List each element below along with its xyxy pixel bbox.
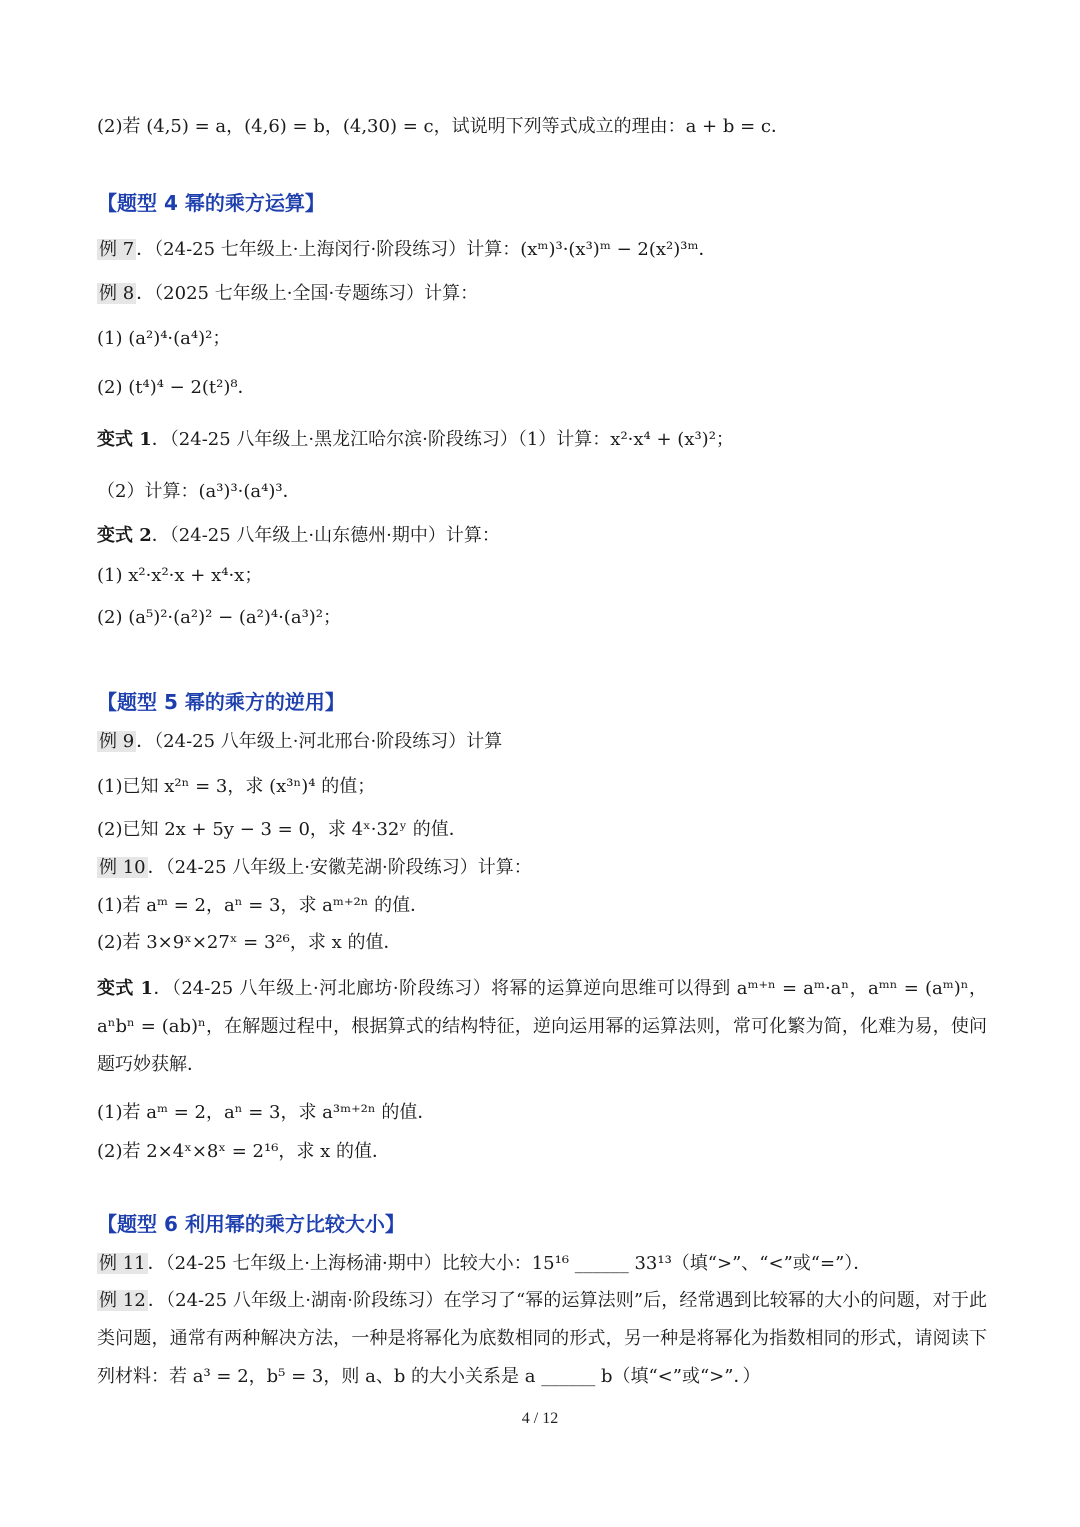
- example-tag: 例 9: [99, 731, 135, 752]
- variant-1-b-part-1: (1)若 aᵐ = 2，aⁿ = 3，求 a³ᵐ⁺²ⁿ 的值．: [97, 1102, 436, 1123]
- example-text: ．（24-25 七年级上·上海杨浦·期中）比较大小：15¹⁶ ______ 33¹³（填“>”、“<”或“=”）．: [147, 1253, 872, 1274]
- example-tag: 例 7: [99, 239, 135, 260]
- example-tag: 例 8: [99, 283, 135, 304]
- example-text: ．（24-25 八年级上·河北邢台·阶段练习）计算: [136, 731, 503, 752]
- example-10-part-2: (2)若 3×9ˣ×27ˣ = 3²⁶，求 x 的值．: [97, 932, 402, 953]
- page-number: 4 / 12: [521, 1410, 559, 1427]
- variant-2-a-part-1: (1) x²·x²·x + x⁴·x；: [97, 565, 263, 586]
- example-7: [97, 236, 717, 264]
- example-text: ．（2025 七年级上·全国·专题练习）计算：: [136, 283, 479, 304]
- example-tag: 例 11: [99, 1253, 146, 1274]
- example-10: [97, 854, 532, 882]
- example-tag: 例 12: [99, 1290, 146, 1311]
- example-8-part-2: (2) (t⁴)⁴ − 2(t²)⁸．: [97, 377, 256, 398]
- example-8-part-1: (1) (a²)⁴·(a⁴)²；: [97, 328, 231, 349]
- variant-tag: 变式 1: [97, 978, 154, 999]
- section-heading-6: 【题型 6 利用幂的乘方比较大小】: [97, 1212, 405, 1236]
- variant-2-a-part-2: (2) (a⁵)²·(a²)² − (a²)⁴·(a³)²；: [97, 607, 342, 628]
- example-9-part-2: (2)已知 2x + 5y − 3 = 0，求 4ˣ·32ʸ 的值．: [97, 819, 467, 840]
- example-text: ．（24-25 八年级上·安徽芜湖·阶段练习）计算：: [147, 857, 532, 878]
- example-tag: 例 10: [99, 857, 146, 878]
- variant-tag: 变式 2: [97, 525, 152, 546]
- example-11: [97, 1250, 871, 1278]
- variant-1-a: [97, 426, 734, 454]
- example-12: [97, 1282, 987, 1396]
- question-2-line: (2)若 (4,5) = a，(4,6) = b，(4,30) = c，试说明下列等式成立的理由：a + b = c．: [97, 116, 789, 137]
- variant-1-b: [97, 970, 987, 1084]
- example-10-part-1: (1)若 aᵐ = 2，aⁿ = 3，求 aᵐ⁺²ⁿ 的值．: [97, 895, 429, 916]
- example-8: [97, 280, 478, 308]
- example-9: [97, 728, 502, 756]
- variant-tag: 变式 1: [97, 429, 152, 450]
- variant-text: ．（24-25 八年级上·黑龙江哈尔滨·阶段练习）（1）计算：x²·x⁴ + (x³)²；: [151, 429, 734, 450]
- example-text: ．（24-25 七年级上·上海闵行·阶段练习）计算：(xᵐ)³·(x³)ᵐ − 2(x²)³ᵐ．: [136, 239, 717, 260]
- variant-text: ．（24-25 八年级上·山东德州·期中）计算：: [151, 525, 500, 546]
- section-heading-4: 【题型 4 幂的乘方运算】: [97, 191, 325, 215]
- example-9-part-1: (1)已知 x²ⁿ = 3，求 (x³ⁿ)⁴ 的值；: [97, 776, 376, 797]
- variant-2-a: [97, 522, 500, 550]
- section-heading-5: 【题型 5 幂的乘方的逆用】: [97, 690, 345, 714]
- variant-1-a-part-2: （2）计算：(a³)³·(a⁴)³．: [97, 481, 301, 502]
- example-text: ．（24-25 八年级上·湖南·阶段练习）在学习了“幂的运算法则”后，经常遇到比较幂的大小的问题，对于此类问题，通常有两种解决方法，一种是将幂化为底数相同的形式，另一种是将幂化为指数相同的形式，请阅读下列材料：若 a³ = 2，b⁵ = 3，则 a、b 的大小关系是 a ______ b（填“<”或“>”．）: [97, 1290, 987, 1387]
- variant-1-b-part-2: (2)若 2×4ˣ×8ˣ = 2¹⁶，求 x 的值．: [97, 1141, 391, 1162]
- variant-text: ．（24-25 八年级上·河北廊坊·阶段练习）将幂的运算逆向思维可以得到 aᵐ⁺ⁿ = aᵐ·aⁿ，aᵐⁿ = (aᵐ)ⁿ，aⁿbⁿ = (ab)ⁿ，在解题过程中，根据算式的结构特征，逆向运用幂的运算法则，常可化繁为简，化难为易，使问题巧妙获解．: [97, 978, 987, 1075]
